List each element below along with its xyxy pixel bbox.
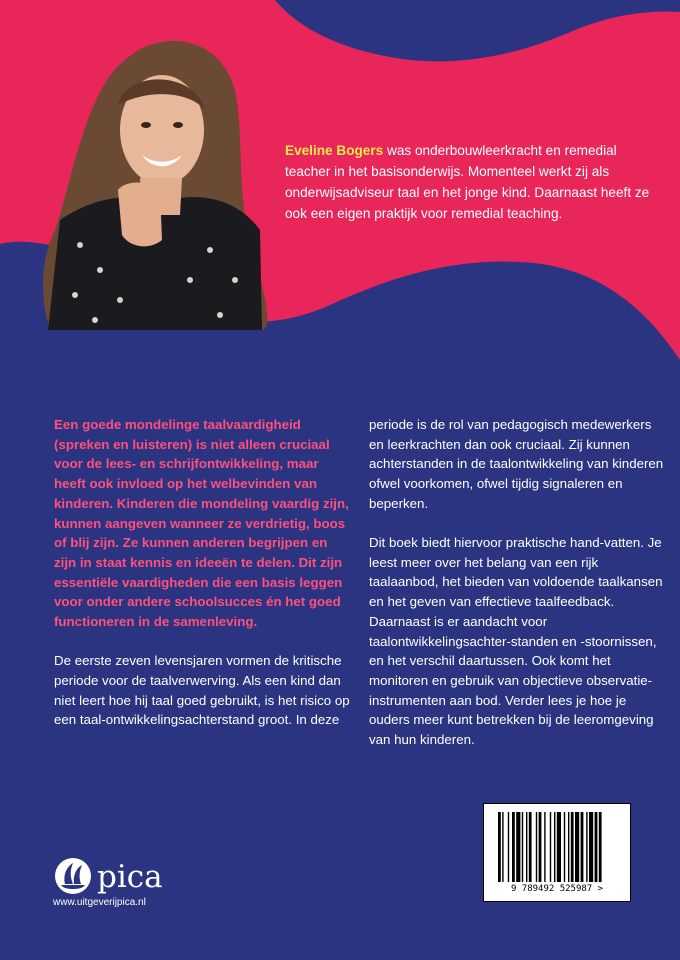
body-paragraph-3: Dit boek biedt hiervoor praktische hand-vatten. Je leest meer over het belang van een rijk taalaanbod, het bieden van voldoende taalkansen en het geven van effectieve taalfeedback. Daarnaast is er aandacht voor taalontwikkelingsachter-standen en -stoornissen, en het verschil daartussen. Ook komt het monitoren en gebruik van objectieve observatie-instrumenten aan bod. Verder lees je hoe je ouders meer kunt betrekken bij de leeromgeving van hun kinderen.: [369, 535, 663, 748]
body-paragraph-1: De eerste zeven levensjaren vormen de kritische periode voor de taalverwerving. Als een kind dan niet leert hoe hij taal goed gebruikt, is het risico op een taal-ontwikkelingsachterstand groot. In deze: [54, 653, 350, 728]
barcode-bar: [586, 812, 587, 882]
barcode-bar: [508, 812, 509, 882]
barcode-bar: [502, 812, 503, 882]
barcode-bar: [522, 812, 523, 882]
publisher-name: pica: [97, 859, 163, 895]
publisher-logo: [53, 854, 173, 914]
barcode-bar: [568, 812, 569, 882]
barcode-bar: [589, 812, 593, 882]
intro-paragraph: Een goede mondelinge taalvaardigheid (spreken en luisteren) is niet alleen cruciaal voor de lees- en schrijfontwikkeling, maar heeft ook invloed op het welbevinden van kinderen. Kinderen die mondeling vaardig zijn, kunnen aangeven wanneer ze verdrietig, boos of blij zijn. Ze kunnen anderen begrijpen en zijn in staat kennis en ideeën te delen. Dit zijn essentiële vaardigheden die een basis leggen voor onder andere schoolsucces én het goed functioneren in de samenleving.: [54, 417, 349, 630]
barcode-bar: [512, 812, 515, 882]
barcode-bar: [581, 812, 584, 882]
barcode-bar: [526, 812, 527, 882]
author-bio-text: was onderbouwleerkracht en remedial teacher in het basisonderwijs. Momenteel werkt zij als onderwijsadviseur taal en het jonge kind. Daarnaast heeft ze ook een eigen praktijk voor remedial teaching.: [285, 143, 650, 221]
author-bio: [285, 140, 665, 224]
body-paragraph-2: periode is de rol van pedagogisch medewerkers en leerkrachten dan ook cruciaal. Zij kunnen achterstanden in de taalontwikkeling van kinderen ofwel voorkomen, ofwel tijdig signaleren en beperken.: [369, 417, 664, 511]
barcode-bar: [557, 812, 561, 882]
right-column: [369, 415, 667, 769]
barcode-bar: [575, 812, 579, 882]
author-photo: [30, 30, 280, 375]
barcode-bar: [595, 812, 598, 882]
barcode-bar: [516, 812, 520, 882]
barcode-bar: [554, 812, 555, 882]
barcode-bar: [544, 812, 545, 882]
barcode-bar: [599, 812, 602, 882]
isbn-number: 9 789492 525987 >: [510, 884, 604, 894]
barcode-bar: [498, 812, 501, 882]
ship-sail-icon: [53, 856, 93, 896]
barcode-bar: [529, 812, 532, 882]
barcode-bar: [564, 812, 565, 882]
barcode-bars: [484, 804, 630, 884]
isbn-barcode: [483, 803, 631, 902]
barcode-bar: [539, 812, 542, 882]
author-name: Eveline Bogers: [285, 143, 384, 158]
publisher-url: www.uitgeverijpica.nl: [53, 897, 146, 908]
barcode-bar: [536, 812, 537, 882]
barcode-bar: [571, 812, 574, 882]
barcode-bar: [550, 812, 551, 882]
left-column: [54, 415, 352, 750]
